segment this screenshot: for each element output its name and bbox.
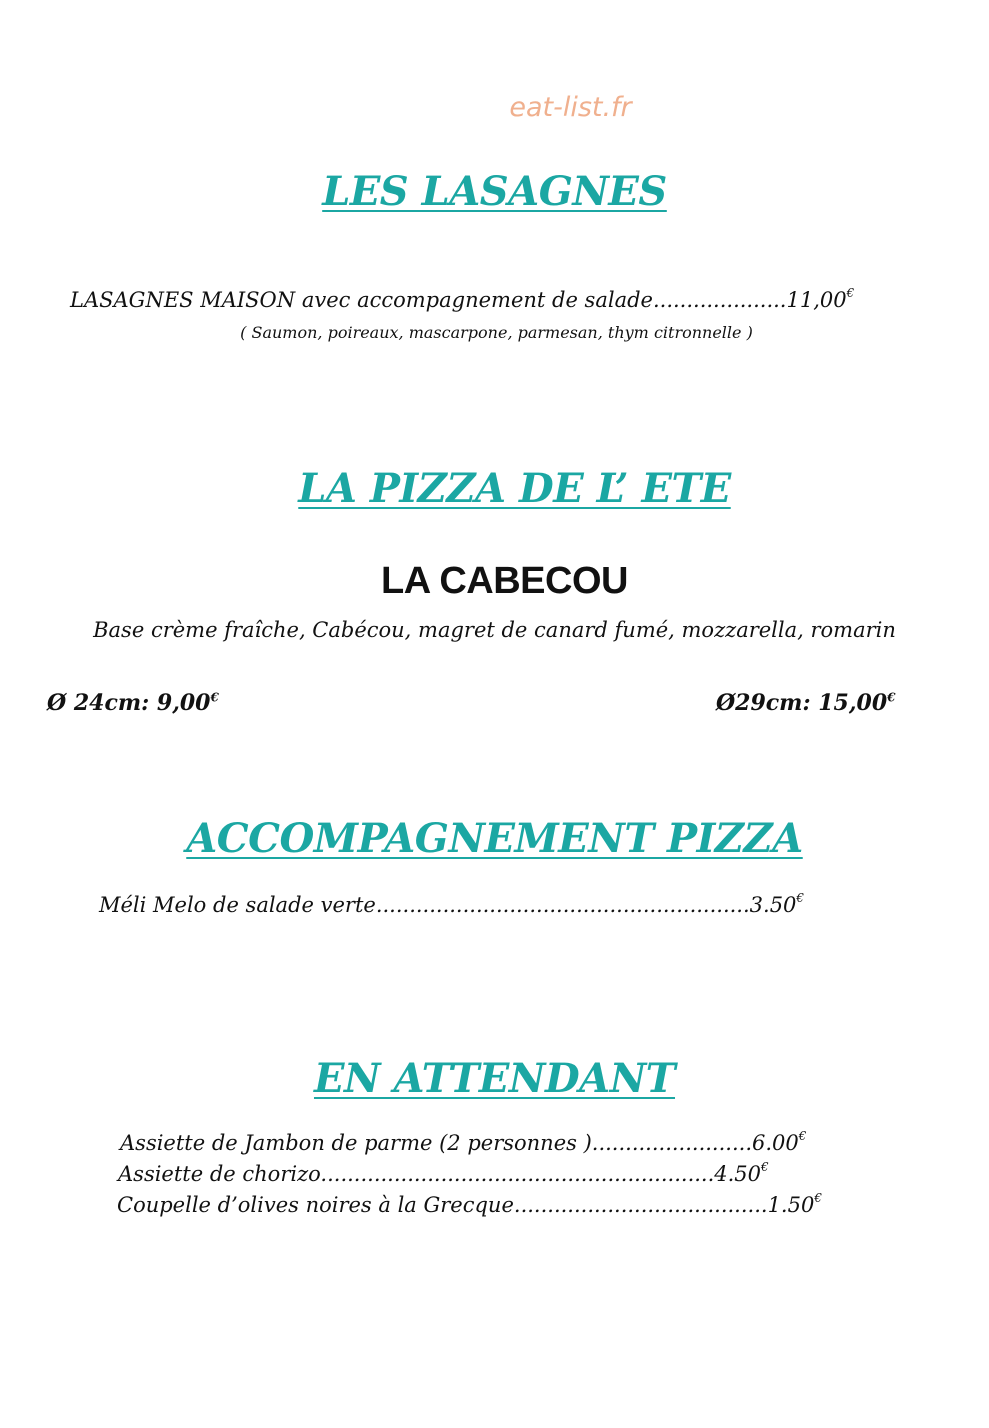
item-price: 11,00 — [786, 288, 847, 312]
price-large-label: Ø29cm: 15,00 — [716, 690, 888, 716]
item-dots: .................... — [652, 288, 787, 312]
currency-symbol: € — [761, 1160, 769, 1174]
item-price: 6.00 — [752, 1131, 799, 1155]
watermark: eat-list.fr — [509, 92, 632, 123]
section-title-attendant: EN ATTENDANT — [313, 1055, 676, 1102]
item-name: Assiette de Jambon de parme (2 personnes ) — [120, 1131, 592, 1155]
currency-symbol: € — [846, 286, 855, 300]
item-description: ( Saumon, poireaux, mascarpone, parmesan, thym citronnelle ) — [240, 323, 753, 342]
menu-item-salade — [99, 893, 804, 917]
item-dots: ........................................................... — [320, 1162, 715, 1186]
item-dots: ........................ — [591, 1131, 752, 1155]
item-price: 1.50 — [767, 1193, 815, 1217]
menu-item-olives — [117, 1193, 822, 1217]
item-name: LASAGNES MAISON avec accompagnement de salade — [70, 288, 653, 312]
price-small-label: Ø 24cm: 9,00 — [47, 690, 211, 716]
price-small — [47, 690, 219, 716]
item-price: 3.50 — [749, 893, 797, 917]
pizza-name: LA CABECOU — [381, 560, 628, 602]
section-title-accompagnement: ACCOMPAGNEMENT PIZZA — [186, 815, 803, 862]
section-title-pizza: LA PIZZA DE L’ ETE — [298, 465, 731, 512]
currency-symbol: € — [210, 690, 219, 705]
item-name: Coupelle d’olives noires à la Grecque — [117, 1193, 514, 1217]
item-dots: ...................................... — [513, 1193, 768, 1217]
currency-symbol: € — [796, 891, 805, 905]
currency-symbol: € — [814, 1191, 822, 1205]
section-title-lasagnes: LES LASAGNES — [322, 168, 667, 215]
item-name: Assiette de chorizo — [118, 1162, 321, 1186]
pizza-description: Base crème fraîche, Cabécou, magret de canard fumé, mozzarella, romarin — [93, 618, 896, 642]
currency-symbol: € — [798, 1129, 807, 1143]
currency-symbol: € — [887, 690, 896, 705]
menu-item-lasagnes-maison — [70, 288, 854, 312]
menu-item-chorizo — [118, 1162, 769, 1186]
price-large — [716, 690, 895, 716]
item-price: 4.50 — [714, 1162, 762, 1186]
menu-item-jambon — [120, 1131, 806, 1155]
item-name: Méli Melo de salade verte — [99, 893, 376, 917]
item-dots: ........................................................ — [375, 893, 750, 917]
